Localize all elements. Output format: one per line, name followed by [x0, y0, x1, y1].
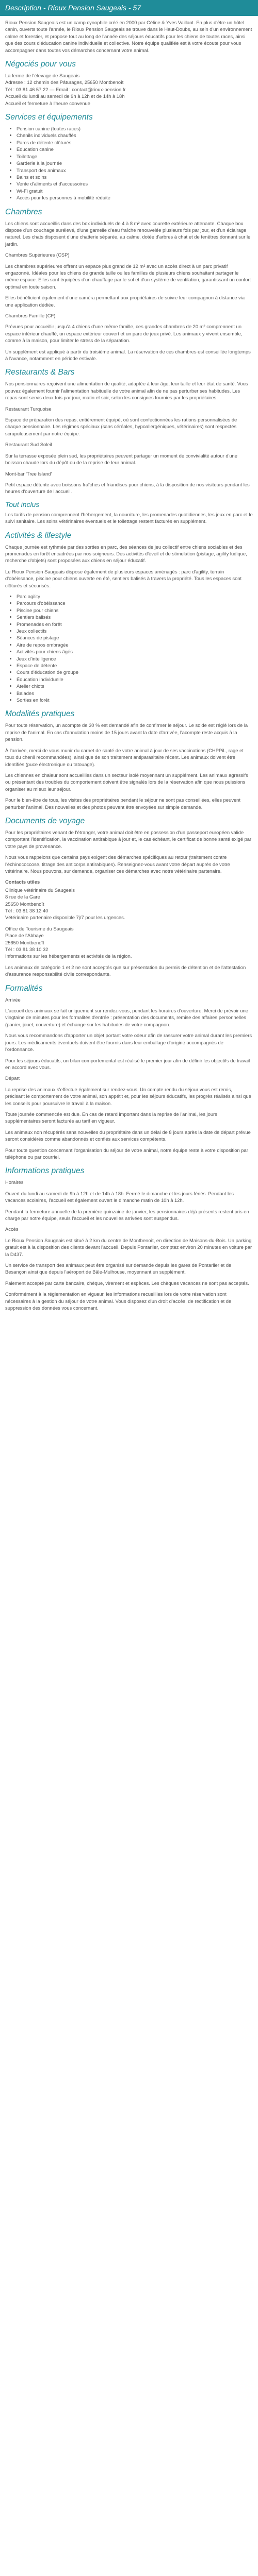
- restaurants-heading: Restaurants & Bars: [5, 368, 75, 377]
- list-item: • Bains et soins: [17, 174, 253, 180]
- list-item: • Sorties en forêt: [17, 697, 253, 703]
- documents-heading: Documents de voyage: [5, 816, 85, 825]
- paragraph: Pour les séjours éducatifs, un bilan comportemental est réalisé le premier jour afin de définir les objectifs de travail en accord avec vous.: [5, 1057, 250, 1070]
- paragraph: La reprise des animaux s'effectue également sur rendez-vous. Un compte rendu du séjour vous est remis, précisant le comportement de votre animal, son appétit et, pour les séjours éducatifs, les progrès réalisés ainsi que les conseils pour poursuivre le travail à la maison.: [5, 1086, 251, 1106]
- paragraph: Pour le bien-être de tous, les visites des propriétaires pendant le séjour ne sont pas conseillées, elles peuvent perturber l'animal. Des nouvelles et des photos peuvent être envoyées sur simple demande.: [5, 797, 240, 810]
- subheading: Mont-bar 'Tree Island': [5, 470, 52, 477]
- paragraph: Nos pensionnaires reçoivent une alimentation de qualité, adaptée à leur âge, leur taille et leur état de santé. Vous pouvez également fournir l'alimentation habituelle de votre animal afin de ne pas perturber ses habitudes. Les repas sont servis deux fois par jour, matin et soir, selon les consignes fournies par les propriétaires.: [5, 381, 248, 401]
- subheading: Horaires: [5, 1179, 24, 1185]
- paragraph: Le Rioux Pension Saugeais dispose également de plusieurs espaces aménagés : parc d'agility, terrain d'obéissance, piscine pour chiens ouverte en été, sentiers balisés à travers la propriété. Tous les espaces sont clôturés et sécurisés.: [5, 568, 242, 588]
- list-item: • Jeux d'intelligence: [17, 655, 253, 662]
- activities-list: [5, 593, 253, 704]
- address-line: Place de l'Abbaye: [5, 933, 44, 939]
- list-item: • Activités pour chiens âgés: [17, 648, 253, 655]
- list-item: • Transport des animaux: [17, 167, 253, 174]
- intro-paragraph: Rioux Pension Saugeais est un camp cynophile créé en 2000 par Céline & Yves Vaillant. En plus d'être un hôtel canin, ouverts toute l'année, le Rioux Pension Saugeais se trouve dans le Haut-Doubs, au sein d'un environnement calme et forestier, et propose tout au long de l'année des séjours éducatifs pour les chiens de toutes races, ainsi que des cours d'éducation canine individuelle et collective. Notre équipe qualifiée est à votre écoute pour vous accompagner dans toutes vos démarches concernant votre animal.: [5, 20, 252, 53]
- address-line: 25650 Montbenoît: [5, 939, 44, 945]
- contact-note: Vétérinaire partenaire disponible 7j/7 pour les urgences.: [5, 914, 125, 921]
- content: [0, 16, 258, 1320]
- list-item: • Balades: [17, 690, 253, 697]
- paragraph: Prévues pour accueillir jusqu'à 4 chiens d'une même famille, ces grandes chambres de 20 m² comprennent un espace intérieur chauffé, un espace extérieur couvert et un parc de jeux privé. Les animaux y vivent ensemble, comme à la maison, pour limiter le stress de la séparation.: [5, 324, 243, 344]
- paragraph: Un supplément est appliqué à partir du troisième animal. La réservation de ces chambres est conseillée longtemps à l'avance, notamment en période estivale.: [5, 348, 251, 362]
- subheading: Chambres Famille (CF): [5, 313, 56, 318]
- paragraph: Paiement accepté par carte bancaire, chèque, virement et espèces. Les chèques vacances ne sont pas acceptés.: [5, 1280, 249, 1286]
- paragraph: Les animaux non récupérés sans nouvelles du propriétaire dans un délai de 8 jours après la date de départ prévue seront considérés comme abandonnés et confiés aux services compétents.: [5, 1129, 251, 1142]
- activites-heading: Activités & lifestyle: [5, 531, 72, 540]
- paragraph: Petit espace détente avec boissons fraîches et friandises pour chiens, à la disposition de nos visiteurs pendant les heures d'ouverture de l'accueil.: [5, 481, 250, 495]
- address-line: Tél : 03 81 38 12 40: [5, 908, 49, 913]
- paragraph: L'accueil des animaux se fait uniquement sur rendez-vous, pendant les horaires d'ouverture. Merci de prévoir une vingtaine de minutes pour les formalités d'entrée : présentation des documents, remise des affaires personnelles (panier, jouet, couverture) et échange sur les habitudes de votre compagnon.: [5, 1008, 249, 1027]
- list-item: • Piscine pour chiens: [17, 607, 253, 614]
- paragraph: Les tarifs de pension comprennent l'hébergement, la nourriture, les promenades quotidiennes, les jeux en parc et le suivi sanitaire. Les soins vétérinaires éventuels et le toilettage restent facturés en supplément.: [5, 511, 253, 524]
- address-line: Clinique vétérinaire du Saugeais: [5, 887, 75, 893]
- address-line: 25650 Montbenoît: [5, 901, 44, 907]
- paragraph: Chaque journée est rythmée par des sorties en parc, des séances de jeu collectif entre chiens sociables et des promenades en forêt encadrées par nos soigneurs. Des activités d'éveil et de stimulation (pistage, agility ludique, recherche d'objets) sont proposées aux chiens en séjour éducatif.: [5, 544, 247, 564]
- subheading: Départ: [5, 1075, 20, 1081]
- list-item: • Séances de pistage: [17, 634, 253, 641]
- services-heading: Services et équipements: [5, 113, 93, 122]
- subheading: Chambres Supérieures (CSP): [5, 252, 70, 258]
- paragraph: Pour toute réservation, un acompte de 30 % est demandé afin de confirmer le séjour. Le solde est réglé lors de la reprise de l'animal. En cas d'annulation moins de 15 jours avant la date d'arrivée, l'acompte reste acquis à la pension.: [5, 722, 248, 742]
- subheading: Accès: [5, 1226, 19, 1232]
- list-item: • Vente d'aliments et d'accessoires: [17, 180, 253, 187]
- paragraph: Ouvert du lundi au samedi de 9h à 12h et de 14h à 18h. Fermé le dimanche et les jours fériés. Pendant les vacances scolaires, l'accueil est également ouvert le dimanche matin de 10h à 12h.: [5, 1190, 234, 1204]
- subheading: Arrivée: [5, 996, 21, 1003]
- list-item: • Parc agility: [17, 593, 253, 600]
- contact-title: Contacts utiles: [5, 879, 40, 885]
- pratiques-heading: Informations pratiques: [5, 1166, 85, 1176]
- paragraph: Pendant la fermeture annuelle de la première quinzaine de janvier, les pensionnaires déjà présents restent pris en charge par notre équipe, seuls l'accueil et les nouvelles arrivées sont suspendus.: [5, 1208, 249, 1221]
- paragraph: Pour toute question concernant l'organisation du séjour de votre animal, notre équipe reste à votre disposition par téléphone ou par courriel.: [5, 1147, 248, 1160]
- paragraph: Les chiens sont accueillis dans des box individuels de 4 à 8 m² avec courette extérieure attenante. Chaque box dispose d'un couchage surélevé, d'une gamelle d'eau fraîche renouvelée plusieurs fois par jour, et d'un éclairage naturel. Les chats disposent d'une chatterie séparée, au calme, dotée d'arbres à chat et de fenêtres donnant sur le jardin.: [5, 220, 251, 247]
- subheading: Restaurant Sud Soleil: [5, 442, 52, 448]
- paragraph: Elles bénéficient également d'une caméra permettant aux propriétaires de suivre leur compagnon à distance via une application dédiée.: [5, 295, 245, 308]
- paragraph: Nous vous recommandons d'apporter un objet portant votre odeur afin de rassurer votre animal durant les premiers jours. Les médicaments éventuels doivent être fournis dans leur emballage d'origine accompagnés de l'ordonnance.: [5, 1032, 252, 1053]
- paragraph: Conformément à la réglementation en vigueur, les informations recueillies lors de votre réservation sont nécessaires à la gestion du séjour de votre animal. Vous disposez d'un droit d'accès, de rectification et de suppression des données vous concernant.: [5, 1291, 232, 1311]
- welcome-line: La ferme de l'élevage de Saugeais: [5, 73, 80, 79]
- list-item: • Pension canine (toutes races): [17, 125, 253, 132]
- paragraph: Sur la terrasse exposée plein sud, les propriétaires peuvent partager un moment de convivialité autour d'une boisson chaude lors du dépôt ou de la reprise de leur animal.: [5, 452, 237, 466]
- modalites-heading: Modalités pratiques: [5, 709, 75, 719]
- page-title: Description - Rioux Pension Saugeais - 57: [5, 4, 141, 12]
- list-item: • Sentiers balisés: [17, 614, 253, 620]
- list-item: • Espace de détente: [17, 662, 253, 669]
- paragraph: Pour les propriétaires venant de l'étranger, votre animal doit être en possession d'un passeport européen valide comportant l'identification, la vaccination antirabique à jour et, le cas échéant, le certificat de bonne santé exigé par votre pays de provenance.: [5, 829, 252, 849]
- list-item: • Promenades en forêt: [17, 621, 253, 628]
- paragraph: Les chiennes en chaleur sont accueillies dans un secteur isolé moyennant un supplément. Les animaux agressifs ou présentant des troubles du comportement doivent être signalés lors de la réservation afin que nous puissions organiser au mieux leur séjour.: [5, 772, 248, 792]
- subheading: Restaurant Turquoise: [5, 405, 52, 412]
- paragraph: Le Rioux Pension Saugeais est situé à 2 km du centre de Montbenoît, en direction de Maisons-du-Bois. Un parking gratuit est à la disposition des clients devant l'accueil. Depuis Pontarlier, comptez environ 20 minutes en voiture par la D437.: [5, 1237, 252, 1257]
- list-item: • Atelier chiots: [17, 683, 253, 689]
- list-item: • Jeux collectifs: [17, 628, 253, 634]
- paragraph: Espace de préparation des repas, entièrement équipé, où sont confectionnées les rations personnalisées de chaque pensionnaire. Les régimes spéciaux (sans céréales, hypoallergéniques, vétérinaires) sont respectés scrupuleusement par notre équipe.: [5, 417, 237, 436]
- list-item: • Parcs de détente clôturés: [17, 139, 253, 146]
- chambres-heading: Chambres: [5, 207, 42, 216]
- paragraph: Toute journée commencée est due. En cas de retard important dans la reprise de l'animal, les jours supplémentaires seront facturés au tarif en vigueur.: [5, 1111, 217, 1124]
- welcome-block: [5, 72, 253, 107]
- paragraph: Nous vous rappelons que certains pays exigent des démarches spécifiques au retour (traitement contre l'échinococcose, titrage des anticorps antirabiques). Renseignez-vous avant votre départ auprès de votre vétérinaire. Nous pouvons, sur demande, organiser ces démarches avec notre vétérinaire partenaire.: [5, 854, 230, 874]
- paragraph: Les chambres supérieures offrent un espace plus grand de 12 m² avec un accès direct à un parc privatif engazonné. Idéales pour les chiens de grande taille ou les familles de plusieurs chiens souhaitant partager le même espace. Elles sont équipées d'un chauffage par le sol et d'un système de ventilation, garantissant un confort optimal en toute saison.: [5, 263, 251, 290]
- list-item: • Chenils individuels chauffés: [17, 132, 253, 139]
- list-item: • Éducation canine: [17, 146, 253, 152]
- welcome-line: Adresse : 12 chemin des Pâturages, 25650 Montbenoît: [5, 79, 124, 86]
- paragraph: Les animaux de catégorie 1 et 2 ne sont acceptés que sur présentation du permis de détention et de l'attestation d'assurance responsabilité civile correspondante.: [5, 964, 246, 977]
- contact-note: Informations sur les hébergements et activités de la région.: [5, 953, 132, 959]
- welcome-heading: Négociés pour vous: [5, 60, 76, 69]
- address-line: Office de Tourisme du Saugeais: [5, 925, 74, 931]
- list-item: • Garderie à la journée: [17, 160, 253, 166]
- title-bar: [0, 0, 258, 16]
- formalites-heading: Formalités: [5, 984, 43, 993]
- welcome-line: Accueil et fermeture à l'heure convenue: [5, 100, 90, 106]
- address-line: Tél : 03 81 38 10 32: [5, 946, 49, 953]
- list-item: • Accès pour les personnes à mobilité réduite: [17, 194, 253, 201]
- contact-block: [5, 878, 253, 959]
- services-list: [5, 125, 253, 201]
- list-item: • Wi-Fi gratuit: [17, 188, 253, 194]
- list-item: • Cours d'éducation de groupe: [17, 669, 253, 675]
- list-item: • Aire de repos ombragée: [17, 641, 253, 648]
- list-item: • Parcours d'obéissance: [17, 600, 253, 606]
- paragraph: À l'arrivée, merci de vous munir du carnet de santé de votre animal à jour de ses vaccinations (CHPPiL, rage et toux du chenil recommandées), ainsi que de son traitement antiparasitaire récent. Les animaux doivent être identifiés (puce électronique ou tatouage).: [5, 747, 244, 767]
- welcome-line: Accueil du lundi au samedi de 9h à 12h et de 14h à 18h: [5, 93, 125, 99]
- list-item: • Toilettage: [17, 153, 253, 160]
- tout-inclus-heading: Tout inclus: [5, 500, 40, 509]
- list-item: • Éducation individuelle: [17, 676, 253, 683]
- address-line: 8 rue de la Gare: [5, 894, 40, 900]
- welcome-line: Tél : 03 81 46 57 22 — Email : contact@rioux-pension.fr: [5, 86, 126, 92]
- paragraph: Un service de transport des animaux peut être organisé sur demande depuis les gares de Pontarlier et de Besançon ainsi que depuis l'aéroport de Bâle-Mulhouse, moyennant un supplément.: [5, 1262, 232, 1275]
